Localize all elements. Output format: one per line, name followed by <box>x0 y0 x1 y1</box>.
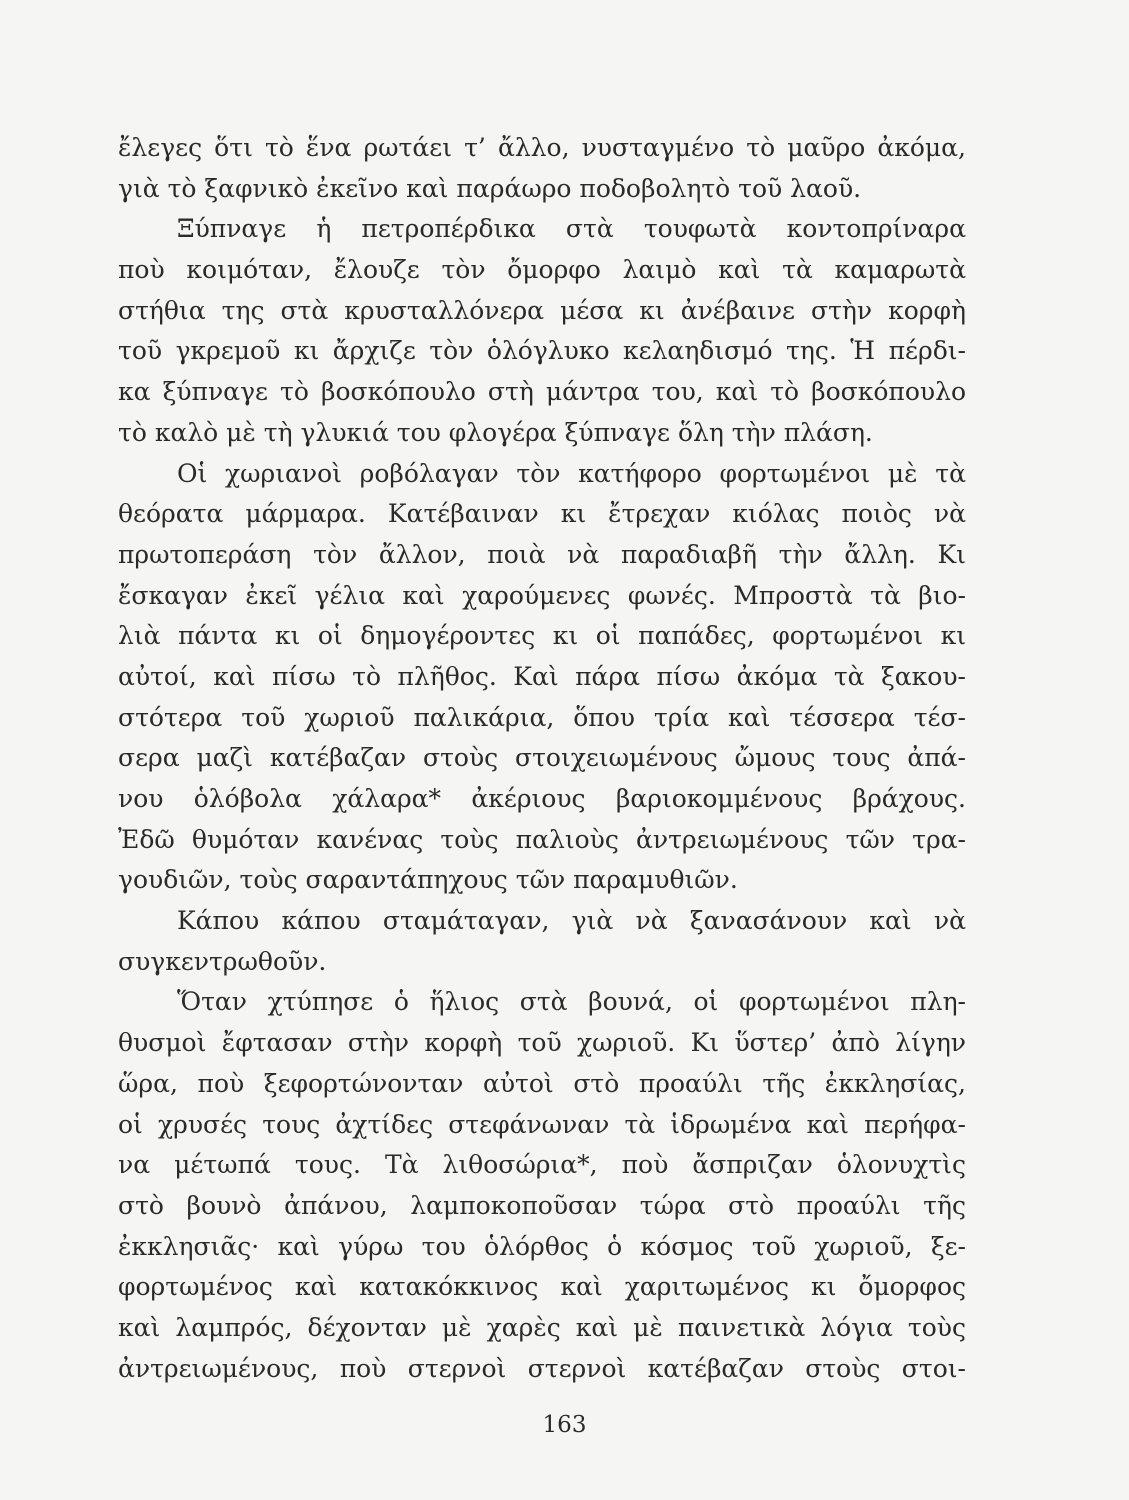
text-line: ἐκκλησιᾶς· καὶ γύρω του ὁλόρθος ὁ κόσμος τοῦ χωριοῦ, ξε- <box>118 1231 966 1261</box>
text-line: αὐτοί, καὶ πίσω τὸ πλῆθος. Καὶ πάρα πίσω ἀκόμα τὰ ξακου- <box>118 661 966 691</box>
text-line: γουδιῶν, τοὺς σαραντάπηχους τῶν παραμυθιῶν. <box>118 865 738 895</box>
text-line: Οἱ χωριανοὶ ροβόλαγαν τὸν κατήφορο φορτωμένοι μὲ τὰ <box>177 458 966 488</box>
text-line: Ἐδῶ θυμόταν κανένας τοὺς παλιοὺς ἀντρειωμένους τῶν τρα- <box>118 824 966 854</box>
text-line: στὸ βουνὸ ἀπάνου, λαμποκοποῦσαν τώρα στὸ προαύλι τῆς <box>118 1190 966 1220</box>
text-line: κα ξύπναγε τὸ βοσκόπουλο στὴ μάντρα του, καὶ τὸ βοσκόπουλο <box>118 377 966 407</box>
text-line: λιὰ πάντα κι οἱ δημογέροντες κι οἱ παπάδες, φορτωμένοι κι <box>118 621 966 651</box>
text-line: Κάπου κάπου σταμάταγαν, γιὰ νὰ ξανασάνουν καὶ νὰ <box>177 906 966 936</box>
text-line: ἔλεγες ὅτι τὸ ἕνα ρωτάει τ’ ἄλλο, νυσταγμένο τὸ μαῦρο ἀκόμα, <box>118 133 966 162</box>
text-line: συγκεντρωθοῦν. <box>118 946 327 976</box>
text-line: ποὺ κοιμόταν, ἔλουζε τὸν ὄμορφο λαιμὸ καὶ τὰ καμαρωτὰ <box>118 255 966 285</box>
text-line: στότερα τοῦ χωριοῦ παλικάρια, ὅπου τρία καὶ τέσσερα τέσ- <box>118 702 966 732</box>
text-line: τὸ καλὸ μὲ τὴ γλυκιά του φλογέρα ξύπναγε ὅλη τὴν πλάση. <box>118 417 873 447</box>
text-line: να μέτωπά τους. Τὰ λιθοσώρια*, ποὺ ἄσπριζαν ὁλονυχτὶς <box>118 1150 966 1180</box>
text-line: ἀντρειωμένους, ποὺ στερνοὶ στερνοὶ κατέβαζαν στοὺς στοι- <box>118 1353 966 1383</box>
text-line: σερα μαζὶ κατέβαζαν στοὺς στοιχειωμένους ὤμους τους ἀπά- <box>118 743 966 773</box>
page-number: 163 <box>542 1412 587 1438</box>
text-line: νου ὁλόβολα χάλαρα* ἀκέριους βαριοκομμένους βράχους. <box>118 784 966 813</box>
text-line: καὶ λαμπρός, δέχονταν μὲ χαρὲς καὶ μὲ παινετικὰ λόγια τοὺς <box>118 1312 966 1342</box>
text-line: ὥρα, ποὺ ξεφορτώνονταν αὐτοὶ στὸ προαύλι τῆς ἐκκλησίας, <box>118 1068 966 1098</box>
text-line: φορτωμένος καὶ κατακόκκινος καὶ χαριτωμένος κι ὄμορφος <box>118 1272 966 1302</box>
body-text <box>118 128 966 1389</box>
text-line: θυσμοὶ ἔφτασαν στὴν κορφὴ τοῦ χωριοῦ. Κι ὕστερ’ ἀπὸ λίγην <box>118 1028 966 1058</box>
text-line: τοῦ γκρεμοῦ κι ἄρχιζε τὸν ὁλόγλυκο κελαηδισμό της. Ἡ πέρδι- <box>118 336 966 366</box>
text-line: Ὅταν χτύπησε ὁ ἥλιος στὰ βουνά, οἱ φορτωμένοι πλη- <box>177 987 966 1017</box>
text-line: οἱ χρυσές τους ἀχτίδες στεφάνωναν τὰ ἱδρωμένα καὶ περήφα- <box>118 1109 966 1139</box>
text-line: γιὰ τὸ ξαφνικὸ ἐκεῖνο καὶ παράωρο ποδοβολητὸ τοῦ λαοῦ. <box>118 173 862 203</box>
text-line: ἔσκαγαν ἐκεῖ γέλια καὶ χαρούμενες φωνές. Μπροστὰ τὰ βιο- <box>118 580 966 610</box>
text-line: θεόρατα μάρμαρα. Κατέβαιναν κι ἔτρεχαν κιόλας ποιὸς νὰ <box>118 499 966 529</box>
text-line: πρωτοπεράση τὸν ἄλλον, ποιὰ νὰ παραδιαβῆ τὴν ἄλλη. Κι <box>118 539 966 569</box>
text-line: στήθια της στὰ κρυσταλλόνερα μέσα κι ἀνέβαινε στὴν κορφὴ <box>118 295 966 325</box>
text-line: Ξύπναγε ἡ πετροπέρδικα στὰ τουφωτὰ κοντοπρίναρα <box>177 214 966 244</box>
